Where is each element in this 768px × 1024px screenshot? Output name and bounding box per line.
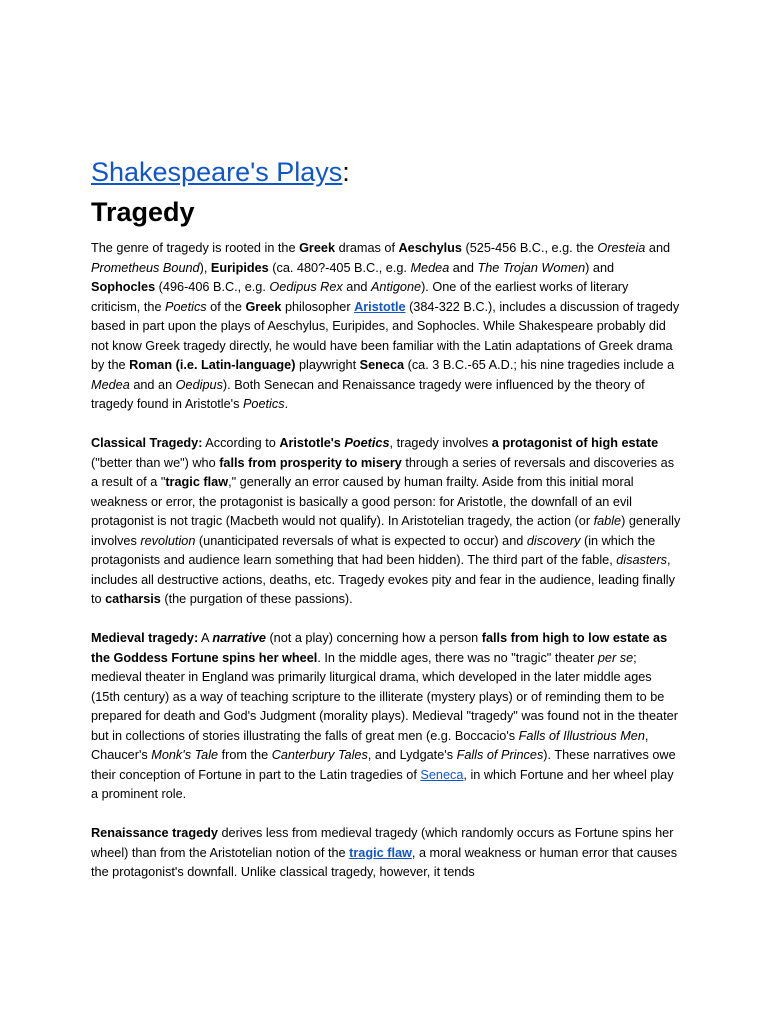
- text-run: , and Lydgate's: [367, 748, 457, 762]
- text-run: (unanticipated reversals of what is expected to occur) and: [195, 533, 527, 548]
- emphasis-text: Prometheus Bound: [91, 260, 200, 275]
- paragraph: [91, 239, 681, 415]
- text-run: (the purgation of these passions).: [160, 592, 353, 606]
- text-run: According to: [202, 436, 280, 450]
- page-title: [91, 156, 681, 188]
- emphasis-text: a protagonist of high estate: [491, 436, 659, 450]
- emphasis-text: Poetics: [242, 397, 285, 411]
- emphasis-text: Aristotle's: [279, 436, 345, 450]
- emphasis-text: Canterbury Tales: [271, 748, 368, 762]
- text-run: (525-456 B.C., e.g. the: [461, 241, 598, 255]
- emphasis-text: Oedipus: [175, 377, 223, 392]
- text-run: A: [198, 631, 213, 645]
- title-colon: :: [342, 157, 350, 187]
- text-run: (not a play) concerning how a person: [265, 631, 482, 645]
- inline-link[interactable]: tragic flaw: [349, 845, 412, 860]
- emphasis-text: Aeschylus: [398, 241, 462, 255]
- text-run: , tragedy involves: [389, 436, 492, 450]
- text-run: ; medieval theater in England was primarily liturgical drama, which developed in the later middle ages (15th century) as a way of teaching scripture to the illiterate (mystery plays) or of reminding them to be prepared for death and God's Judgment (morality plays). Medieval "tragedy" was found not in the theater but in collections of stories illustrating the falls of great men (e.g. Boccacio's: [91, 650, 678, 743]
- emphasis-text: discovery: [526, 533, 581, 548]
- text-run: (ca. 480?-405 B.C., e.g.: [268, 260, 411, 275]
- emphasis-text: Medea: [410, 260, 450, 275]
- text-run: , Chaucer's: [91, 728, 649, 762]
- text-run: The genre of tragedy is rooted in the: [91, 241, 300, 255]
- emphasis-text: Poetics: [344, 436, 390, 450]
- text-run: ("better than we") who: [91, 455, 220, 470]
- text-run: (in which the protagonists and audience learn something that had been hidden). The third part of the fable,: [91, 533, 656, 567]
- inline-link[interactable]: Aristotle: [354, 299, 406, 314]
- plays-title-link[interactable]: Shakespeare's Plays: [91, 157, 343, 187]
- text-run: and an: [129, 377, 176, 392]
- text-run: ),: [199, 260, 211, 275]
- text-run: and: [449, 260, 478, 275]
- emphasis-text: Oedipus Rex: [269, 280, 343, 294]
- emphasis-text: Seneca: [359, 358, 405, 372]
- emphasis-text: Poetics: [165, 299, 207, 314]
- emphasis-text: Greek: [299, 241, 336, 255]
- text-run: philosopher: [281, 299, 355, 314]
- emphasis-text: Greek: [245, 299, 282, 314]
- text-run: .: [284, 397, 289, 411]
- text-run: ) generally involves: [91, 514, 681, 548]
- emphasis-text: falls from prosperity to misery: [219, 455, 402, 470]
- emphasis-text: per se: [597, 650, 634, 665]
- emphasis-text: narrative: [212, 631, 266, 645]
- text-run: ). One of the earliest works of literary criticism, the: [91, 280, 629, 314]
- emphasis-text: Classical Tragedy:: [91, 436, 203, 450]
- text-run: from the: [218, 748, 272, 762]
- emphasis-text: catharsis: [105, 592, 161, 606]
- emphasis-text: Medea: [91, 377, 130, 392]
- emphasis-text: Medieval tragedy:: [91, 631, 199, 645]
- text-run: ) and: [585, 260, 615, 275]
- text-run: , a moral weakness or human error that causes the protagonist's downfall. Unlike classical tragedy, however, it tends: [91, 845, 678, 879]
- text-run: ). Both Senecan and Renaissance tragedy were influenced by the theory of tragedy found in Aristotle's: [91, 377, 645, 411]
- emphasis-text: tragic flaw: [165, 475, 229, 489]
- text-run: and: [342, 280, 371, 294]
- paragraph-list: [91, 239, 681, 883]
- emphasis-text: Oresteia: [597, 241, 646, 255]
- text-run: (384-322 B.C.), includes a discussion of tragedy based in part upon the plays of Aeschylus, Euripides, and Sophocles. While Shakespeare probably did not know Greek tragedy directly, he would have been familiar with the Latin adaptations of Greek drama by the: [91, 299, 680, 372]
- text-run: of the: [206, 299, 246, 314]
- paragraph: [91, 824, 681, 883]
- paragraph: [91, 629, 681, 805]
- section-heading-tragedy: Tragedy: [91, 197, 195, 227]
- emphasis-text: Falls of Princes: [456, 748, 544, 762]
- text-run: through a series of reversals and discoveries as a result of a ": [91, 455, 675, 489]
- emphasis-text: Roman (i.e. Latin-language): [129, 358, 296, 372]
- emphasis-text: Falls of Illustrious Men: [518, 728, 645, 743]
- text-run: . In the middle ages, there was no "tragic" theater: [317, 650, 598, 665]
- text-run: , in which Fortune and her wheel play a prominent role.: [91, 767, 674, 801]
- emphasis-text: The Trojan Women: [477, 260, 586, 275]
- document-body: [91, 156, 681, 902]
- emphasis-text: Antigone: [370, 280, 422, 294]
- text-run: dramas of: [335, 241, 399, 255]
- paragraph: [91, 434, 681, 610]
- emphasis-text: Monk's Tale: [151, 748, 219, 762]
- emphasis-text: Renaissance tragedy: [91, 826, 218, 840]
- emphasis-text: Euripides: [210, 260, 269, 275]
- text-run: playwright: [295, 358, 360, 372]
- text-run: (ca. 3 B.C.-65 A.D.; his nine tragedies include a: [404, 358, 675, 372]
- text-run: ," generally an error caused by human frailty. Aside from this initial moral weakness or error, the protagonist is basically a good person: for Aristotle, the downfall of an evil protagonist is not tragic (Macbeth would not qualify). In Aristotelian tragedy, the action (or: [91, 475, 634, 528]
- text-run: (496-406 B.C., e.g.: [155, 280, 270, 294]
- emphasis-text: falls from high to low estate as the Goddess Fortune spins her wheel: [91, 631, 668, 665]
- text-run: derives less from medieval tragedy (which randomly occurs as Fortune spins her wheel) than from the Aristotelian notion of the: [91, 826, 674, 860]
- inline-link[interactable]: Seneca: [420, 767, 464, 782]
- emphasis-text: Sophocles: [91, 280, 156, 294]
- text-run: ). These narratives owe their conception of Fortune in part to the Latin tragedies of: [91, 748, 676, 782]
- emphasis-text: fable: [593, 514, 622, 528]
- emphasis-text: disasters: [616, 553, 668, 567]
- emphasis-text: revolution: [140, 533, 196, 548]
- text-run: , includes all destructive actions, deaths, etc. Tragedy evokes pity and fear in the audience, leading finally to: [91, 553, 675, 606]
- text-run: and: [645, 241, 671, 255]
